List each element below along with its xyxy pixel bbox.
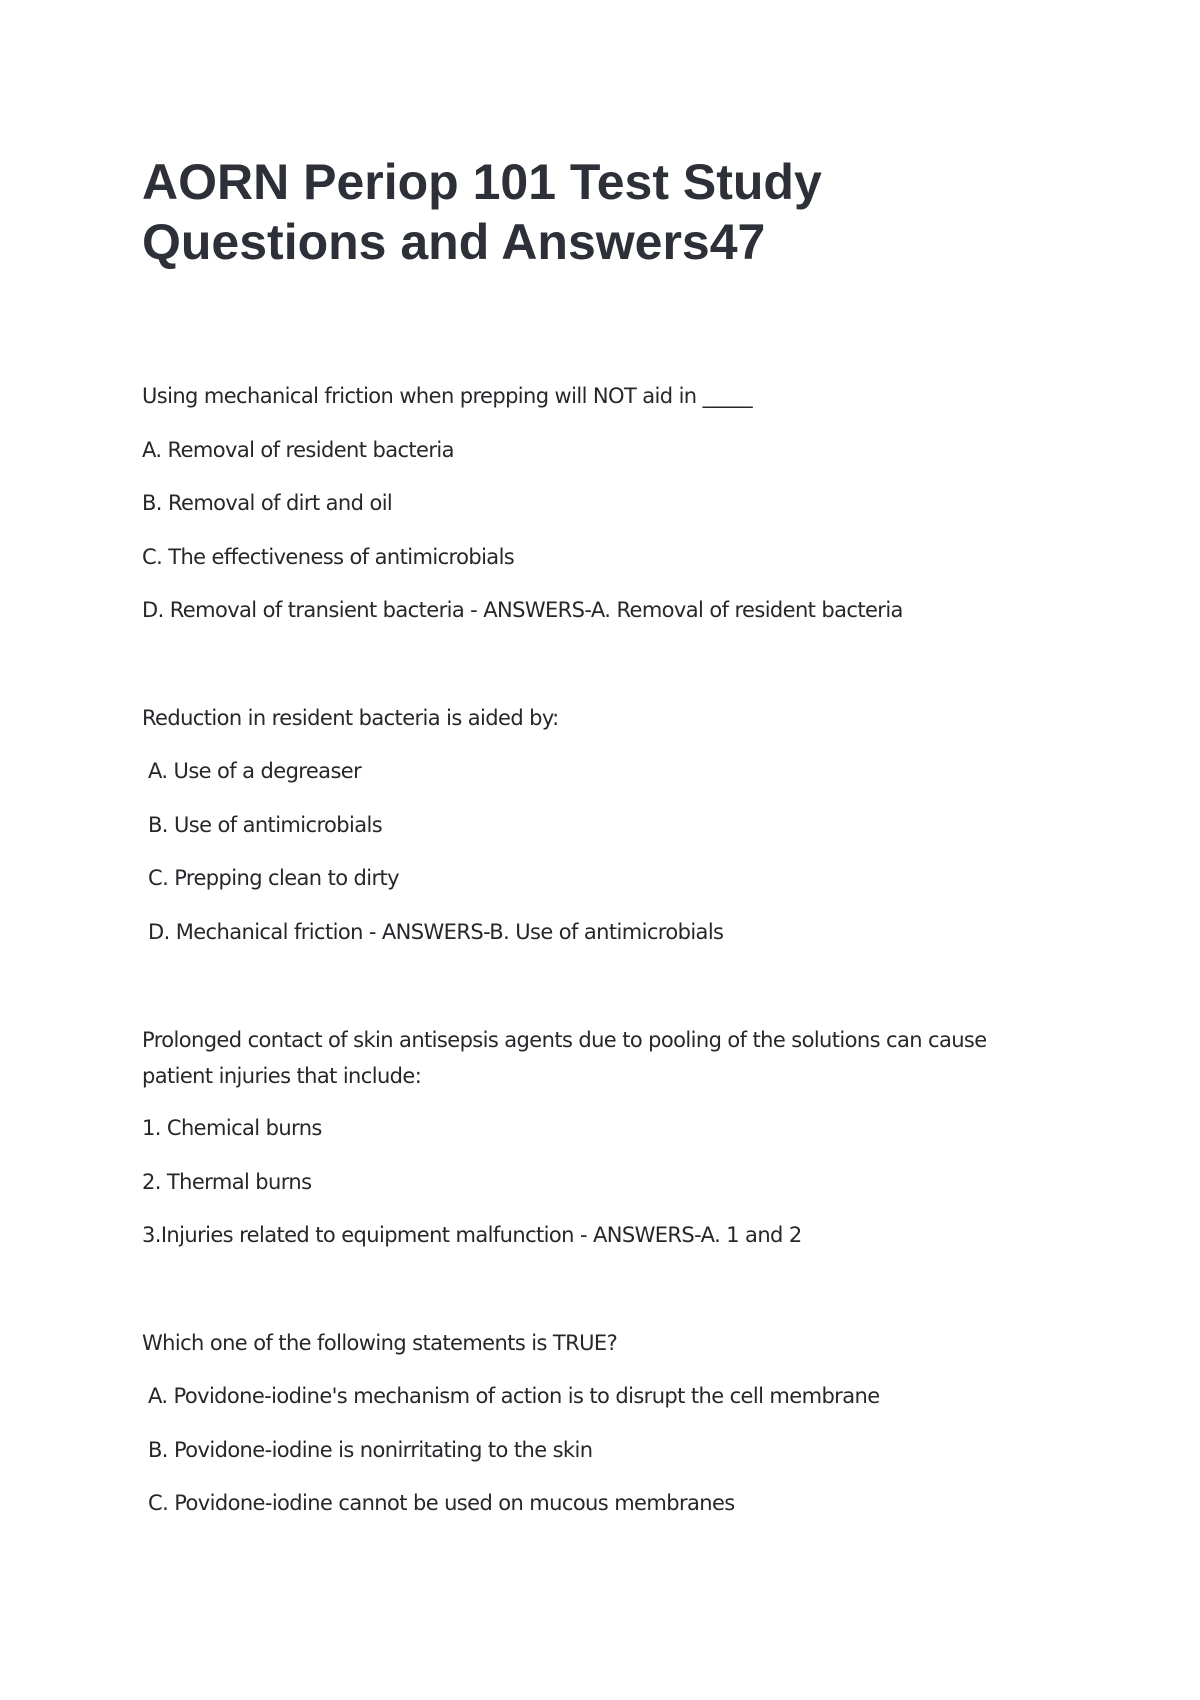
answer-option-with-answer: D. Removal of transient bacteria - ANSWERS-A. Removal of resident bacteria <box>142 598 903 622</box>
question-stem: Using mechanical friction when prepping will NOT aid in _____ <box>142 384 753 408</box>
question-stem: Prolonged contact of skin antisepsis agents due to pooling of the solutions can cause patient injuries that include: <box>142 1028 987 1088</box>
question-block-3 <box>142 1013 1062 1263</box>
answer-option: C. Povidone-iodine cannot be used on mucous membranes <box>148 1491 735 1515</box>
answer-option: B. Povidone-iodine is nonirritating to the skin <box>148 1437 593 1462</box>
question-block-4 <box>142 1317 1062 1531</box>
answer-option: A. Use of a degreaser <box>148 759 362 783</box>
question-stem: Which one of the following statements is TRUE? <box>142 1330 618 1355</box>
question-block-1 <box>142 370 1062 638</box>
answer-option: 1. Chemical burns <box>142 1116 322 1140</box>
document-title-line-2: Questions and Answers47 <box>142 214 766 270</box>
answer-option: B. Use of antimicrobials <box>148 812 383 837</box>
question-spacer <box>142 638 1062 692</box>
document-title <box>142 152 1042 272</box>
answer-option: C. The effectiveness of antimicrobials <box>142 544 515 569</box>
answer-option-with-answer: 3.Injuries related to equipment malfunction - ANSWERS-A. 1 and 2 <box>142 1223 802 1247</box>
answer-option: A. Povidone-iodine's mechanism of action is to disrupt the cell membrane <box>148 1384 880 1408</box>
answer-option: B. Removal of dirt and oil <box>142 491 393 515</box>
question-spacer <box>142 959 1062 1013</box>
answer-option-with-answer: D. Mechanical friction - ANSWERS-B. Use of antimicrobials <box>148 919 724 944</box>
answer-option: A. Removal of resident bacteria <box>142 437 454 462</box>
question-spacer <box>142 1263 1062 1317</box>
document-title-line-1: AORN Periop 101 Test Study <box>142 154 822 210</box>
answer-option: 2. Thermal burns <box>142 1169 312 1194</box>
question-block-2 <box>142 692 1062 960</box>
document-body <box>142 370 1062 1531</box>
answer-option: C. Prepping clean to dirty <box>148 866 399 890</box>
question-stem: Reduction in resident bacteria is aided by: <box>142 705 559 730</box>
